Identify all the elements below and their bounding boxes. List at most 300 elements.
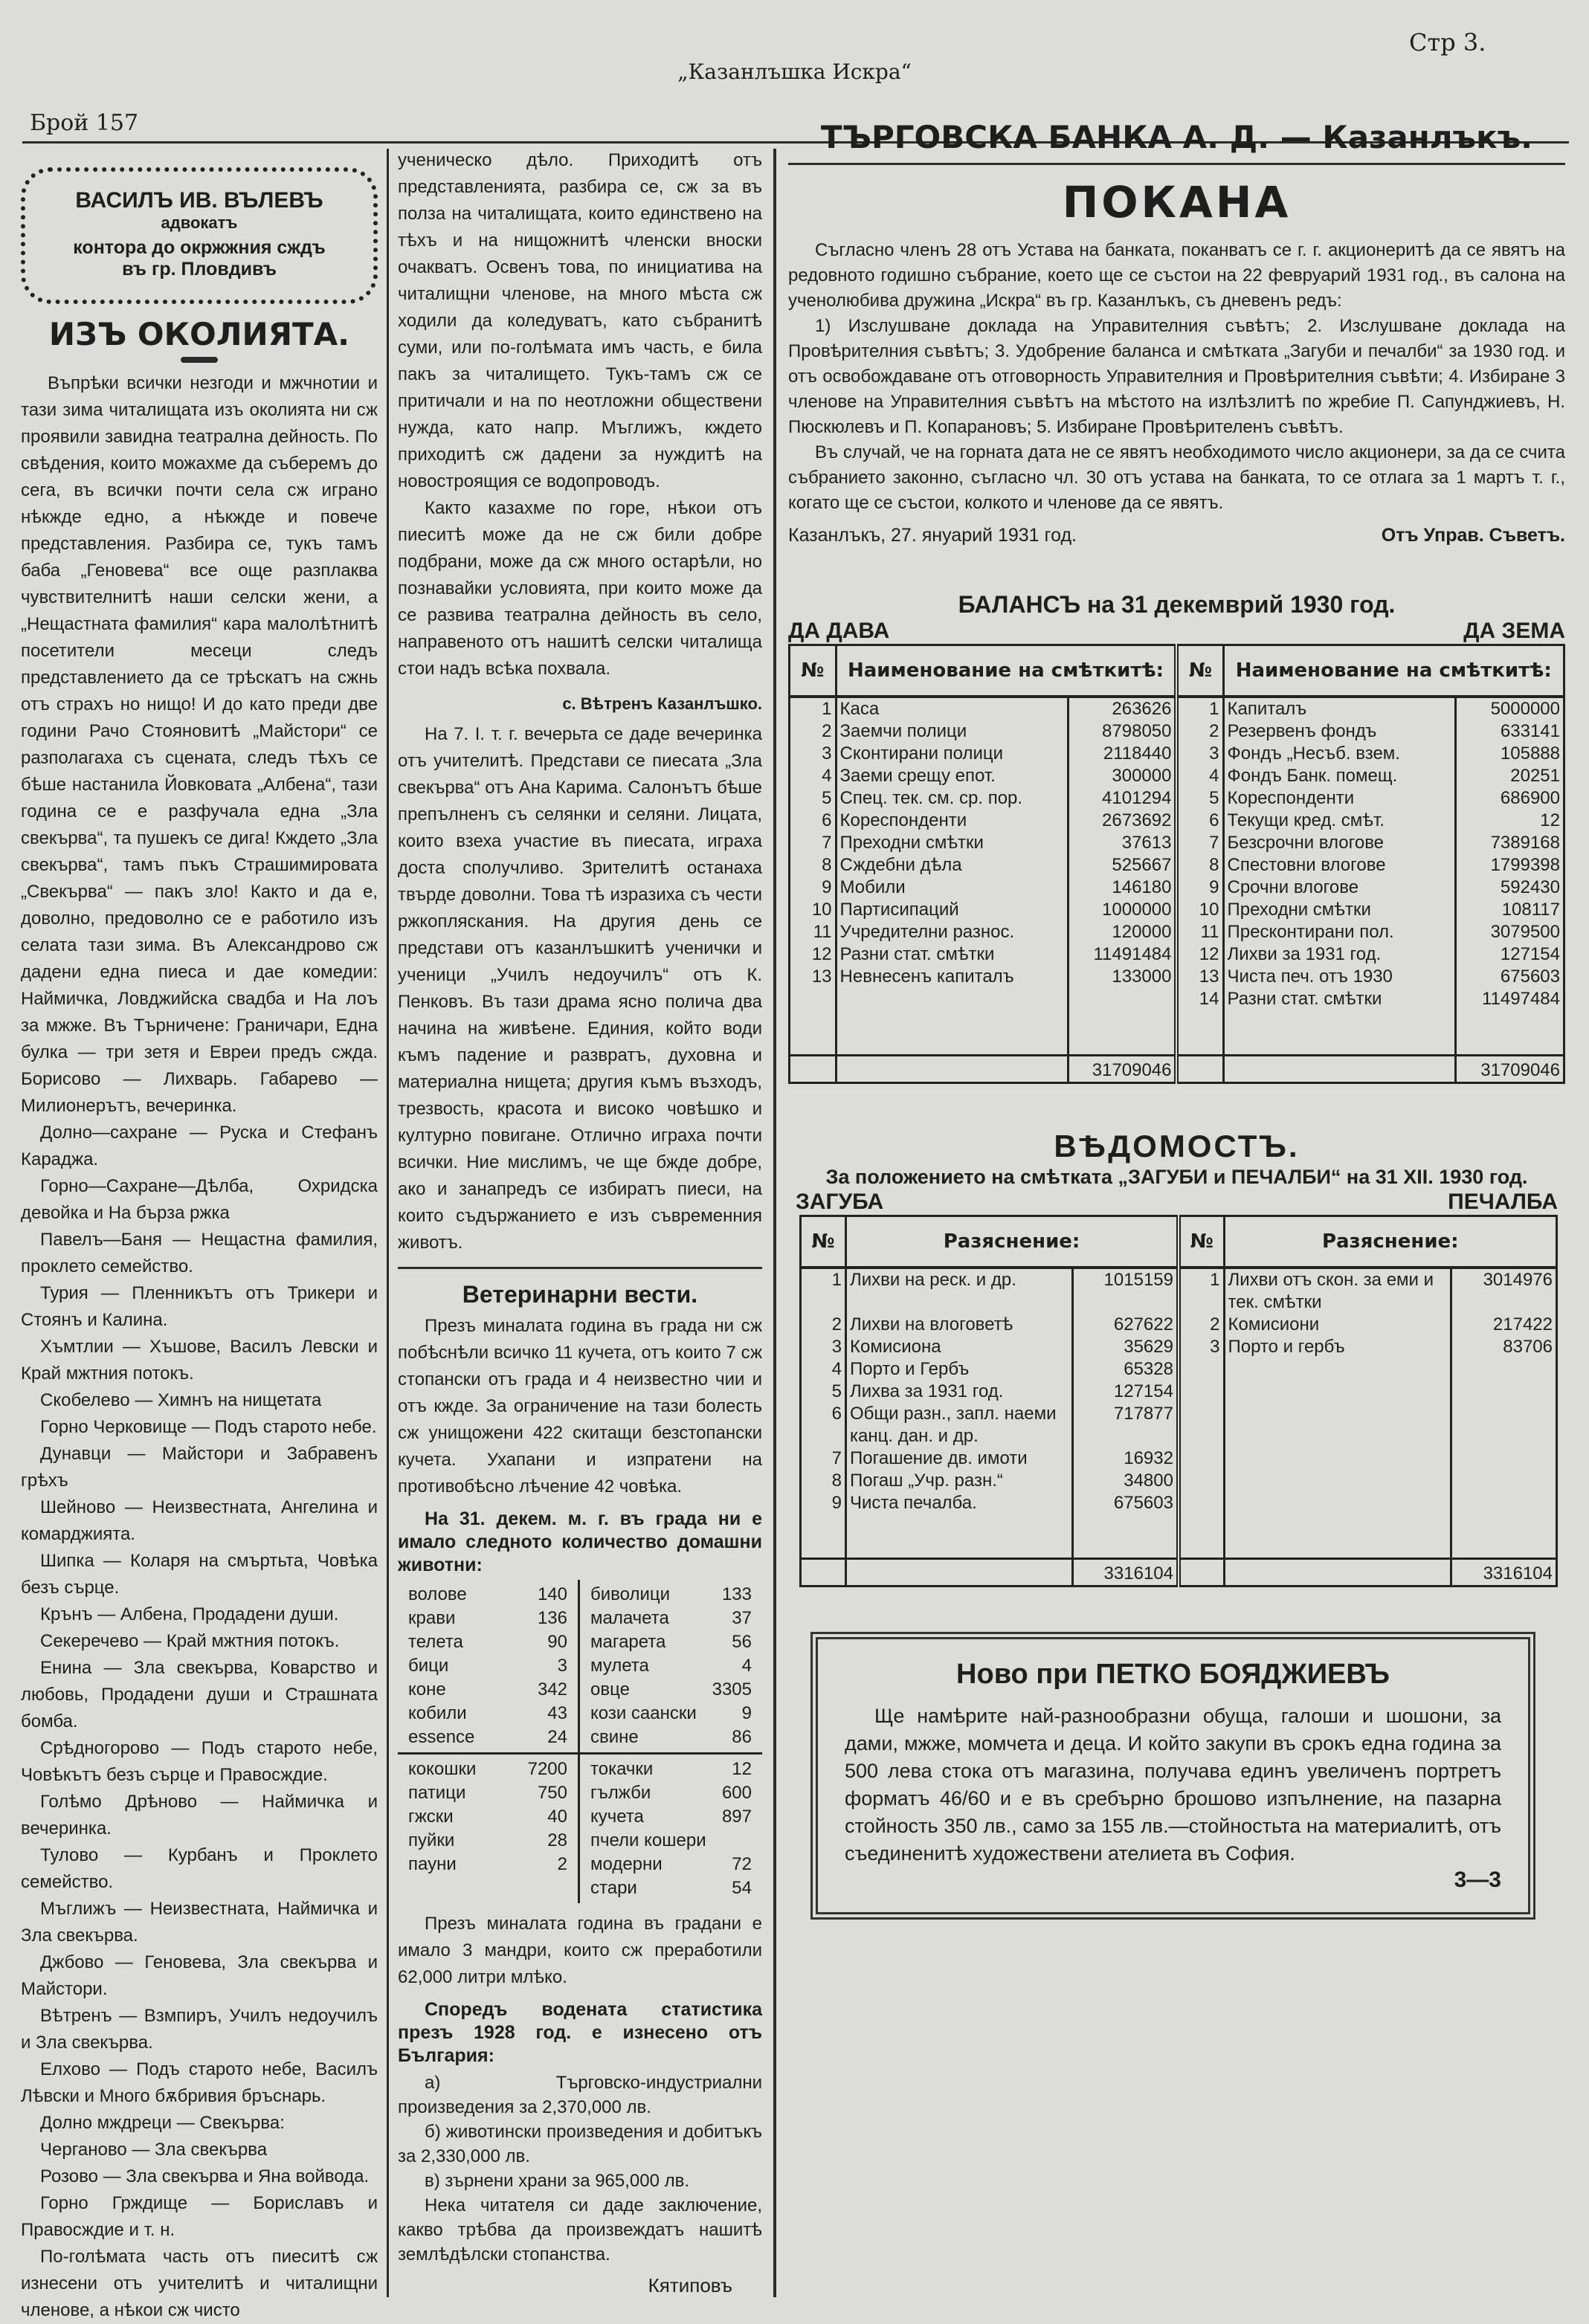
- animal-row: [590, 1654, 752, 1678]
- empty-cell: [801, 1514, 846, 1559]
- animals-intro: [398, 1508, 762, 1577]
- animal-row: [590, 1678, 752, 1702]
- row-number: 9: [790, 877, 837, 899]
- animal-row: [590, 1829, 752, 1853]
- account-name: [1224, 1358, 1451, 1381]
- account-name: Кореспонденти: [1223, 787, 1456, 810]
- animal-name: essence: [408, 1727, 475, 1747]
- row-number: 11: [790, 921, 837, 943]
- animal-count: 3305: [712, 1679, 752, 1700]
- spacer-row: [801, 1514, 1557, 1559]
- row-number: 1: [1176, 697, 1223, 720]
- account-name: Чиста печалба.: [846, 1492, 1073, 1514]
- row-number: 7: [801, 1447, 846, 1470]
- section-heading: ИЗЪ ОКОЛИЯТА.: [48, 316, 350, 352]
- lawyer-name: ВАСИЛЪ ИВ. ВЪЛЕВЪ: [75, 188, 323, 213]
- amount: 11497484: [1456, 988, 1564, 1010]
- animal-name: кози саански: [590, 1703, 697, 1723]
- total-amount: 31709046: [1456, 1055, 1564, 1082]
- animal-count: 43: [547, 1703, 567, 1723]
- ad-text: Ще намѣрите най-разнообразни обуща, галоши и шошони, за дами, мжже, момчета и деца. И който закупи въ срокъ една година за 500 лева стока отъ магазина, получава единъ увеличенъ портретъ форматъ 46/60 и е въ сребърно брошово изпълнение, на пазарна стойность 350 лв., само за 155 лв.—стойностьта на материалитѣ, отъ съединенитѣ художествени ателиета въ София.: [845, 1705, 1501, 1865]
- animal-row: [408, 1805, 567, 1829]
- account-name: Срочни влогове: [1223, 877, 1456, 899]
- amount: 1799398: [1456, 854, 1564, 877]
- loss-label: ЗАГУБА: [796, 1189, 884, 1214]
- account-name: Резервенъ фондъ: [1223, 720, 1456, 743]
- animal-row: [590, 1607, 752, 1630]
- article-paragraph: Вѣтренъ — Взмпиръ, Училъ недоучилъ и Зла свекърва.: [21, 2006, 378, 2053]
- account-name: Общи разн., запл. наеми канц. дан. и др.: [846, 1403, 1073, 1447]
- animal-row: [590, 1853, 752, 1876]
- animal-name: гжски: [408, 1807, 454, 1827]
- row-number: 2: [1176, 720, 1223, 743]
- row-number: 3: [790, 743, 837, 765]
- total-amount: 3316104: [1073, 1559, 1179, 1587]
- table-header-row: [790, 645, 1564, 697]
- amount: 34800: [1073, 1470, 1179, 1492]
- account-name: Капиталъ: [1223, 697, 1456, 720]
- account-name: [1224, 1492, 1451, 1514]
- animal-count: 2: [557, 1854, 567, 1874]
- account-name: Сждебни дѣла: [836, 854, 1069, 877]
- table-row: [801, 1492, 1557, 1514]
- amount: 108117: [1456, 899, 1564, 921]
- row-number: [790, 988, 837, 1010]
- animal-name: крави: [408, 1608, 456, 1628]
- empty-cell: [790, 1055, 837, 1082]
- amount: [1069, 988, 1177, 1010]
- account-name: Разни стат. смѣтки: [836, 943, 1069, 966]
- amount: [1451, 1447, 1556, 1470]
- animal-row: [590, 1726, 752, 1749]
- account-name: [836, 988, 1069, 1010]
- empty-cell: [846, 1559, 1073, 1587]
- article-paragraph: Турия — Пленникътъ отъ Трикери и Стоянъ и Калина.: [21, 1283, 378, 1330]
- account-name: Спестовни влогове: [1223, 854, 1456, 877]
- rabies-report: [398, 1313, 762, 1500]
- amount: 35629: [1073, 1336, 1179, 1358]
- empty-cell: [1223, 1010, 1456, 1055]
- table-row: [790, 877, 1564, 899]
- article-paragraph: Голѣмо Дрѣново — Наймичка и вечеринка.: [21, 1792, 378, 1839]
- animal-count: 4: [741, 1656, 752, 1676]
- amount: 8798050: [1069, 720, 1177, 743]
- newspaper-name: „Казанлъшка Искра“: [677, 59, 912, 84]
- debit-label: ДА ДАВА: [788, 619, 890, 643]
- table-row: [801, 1358, 1557, 1381]
- amount: 2673692: [1069, 810, 1177, 832]
- animal-row: [590, 1702, 752, 1726]
- amount: 105888: [1456, 743, 1564, 765]
- empty-cell: [1179, 1559, 1224, 1587]
- empty-cell: [1176, 1010, 1223, 1055]
- row-number: 6: [1176, 810, 1223, 832]
- row-number: [1179, 1470, 1224, 1492]
- account-name: Лихви за 1931 год.: [1223, 943, 1456, 966]
- article-paragraph: Тулово — Курбанъ и Проклето семейство.: [21, 1845, 378, 1892]
- account-name: Порто и гербъ: [1224, 1336, 1451, 1358]
- total-amount: 31709046: [1069, 1055, 1177, 1082]
- article-paragraph: Долно мждреци — Свекърва:: [40, 2113, 285, 2133]
- row-number: 8: [790, 854, 837, 877]
- row-number: 2: [790, 720, 837, 743]
- animal-count: 54: [732, 1878, 752, 1898]
- animal-name: кокошки: [408, 1759, 477, 1779]
- amount: 263626: [1069, 697, 1177, 720]
- amount: 127154: [1073, 1381, 1179, 1403]
- account-name: Комисиони: [1224, 1314, 1451, 1336]
- article-paragraph: Срѣдногорово — Подъ старото небе, Човѣкътъ безъ сърце и Правосждие.: [21, 1738, 378, 1785]
- animal-name: магарета: [590, 1632, 666, 1652]
- account-name: Лихва за 1931 год.: [846, 1381, 1073, 1403]
- dateline: с. Вѣтренъ Казанлъшко.: [562, 694, 762, 713]
- animal-name: бици: [408, 1656, 449, 1676]
- animal-row: [408, 1607, 567, 1630]
- row-number: 2: [1179, 1314, 1224, 1336]
- column-1: [21, 167, 378, 2324]
- animal-row: [408, 1829, 567, 1853]
- empty-cell: [1179, 1514, 1224, 1559]
- amount: 1000000: [1069, 899, 1177, 921]
- animal-row: [408, 1757, 567, 1781]
- table-row: [801, 1268, 1557, 1314]
- animal-count: 86: [732, 1727, 752, 1747]
- animal-row: [590, 1583, 752, 1607]
- animal-name: пчели кошери: [590, 1830, 706, 1850]
- animal-row: [590, 1757, 752, 1781]
- article-paragraph: Черганово — Зла свекърва: [40, 2140, 268, 2160]
- article-paragraph: Горно Грждище — Бориславъ и Правосждие и т. н.: [21, 2193, 378, 2240]
- okoliyata-article: [21, 370, 378, 2324]
- table-row: [790, 899, 1564, 921]
- account-name: Комисиона: [846, 1336, 1073, 1358]
- animal-name: модерни: [590, 1854, 663, 1874]
- table-row: [801, 1314, 1557, 1336]
- poultry-list: [580, 1752, 762, 1903]
- bank-name: ТЪРГОВСКА БАНКА А. Д. — Казанлъкъ.: [820, 119, 1533, 155]
- export-item: б) животински произведения и добитъкъ за 2,330,000 лв.: [398, 2122, 762, 2166]
- row-number: [1179, 1403, 1224, 1447]
- article-paragraph: Шейново — Неизвестната, Ангелина и комарджията.: [21, 1497, 378, 1544]
- article-paragraph: Скобелево — Химнъ на нищетата: [40, 1390, 322, 1410]
- amount: 525667: [1069, 854, 1177, 877]
- animal-name: коне: [408, 1679, 446, 1700]
- animal-count: 37: [732, 1608, 752, 1628]
- spacer-row: [790, 1010, 1564, 1055]
- empty-cell: [836, 1010, 1069, 1055]
- row-number: 3: [801, 1336, 846, 1358]
- account-name: Заемчи полици: [836, 720, 1069, 743]
- article-paragraph: Елхово — Подъ старото небе, Василъ Лѣвски и Много бѫбривия бръснарь.: [21, 2059, 378, 2106]
- animal-count: 72: [732, 1854, 752, 1874]
- row-number: 1: [1179, 1268, 1224, 1314]
- table-row: [801, 1470, 1557, 1492]
- vetren-article: [398, 721, 762, 1256]
- animal-count: 7200: [527, 1759, 567, 1779]
- shoe-store-advertisement: [810, 1632, 1535, 1920]
- row-number: 3: [1179, 1336, 1224, 1358]
- empty-cell: [801, 1559, 846, 1587]
- account-name: Фондъ Банк. помещ.: [1223, 765, 1456, 787]
- row-number: 9: [1176, 877, 1223, 899]
- article-paragraph: Енина — Зла свекърва, Коварство и любовь, Продадени души и Страшната бомба.: [21, 1658, 378, 1731]
- animal-row: [590, 1876, 752, 1900]
- account-name: Сконтирани полици: [836, 743, 1069, 765]
- account-name: Пресконтирани пол.: [1223, 921, 1456, 943]
- amount: [1451, 1358, 1556, 1381]
- amount: 1015159: [1073, 1268, 1179, 1314]
- row-number: 12: [1176, 943, 1223, 966]
- account-name: Разни стат. смѣтки: [1223, 988, 1456, 1010]
- vet-heading: Ветеринарни вести.: [462, 1281, 698, 1308]
- animal-count: 133: [721, 1584, 752, 1604]
- invitation-paragraph: Въ случай, че на горната дата не се явятъ необходимото число акционери, за да се счита събранието законно, съгласно чл. 30 отъ устава на банката, то се отлага за 1 мартъ т. г., когато ще се състои, колкото и членове да се явятъ.: [788, 442, 1565, 513]
- account-name: Мобили: [836, 877, 1069, 899]
- article-text: Презъ миналата година въ градани е имало 3 мандри, които сж преработили 62,000 литри млѣко.: [398, 1914, 762, 1987]
- account-name: Спец. тек. см. ср. пор.: [836, 787, 1069, 810]
- table-header-row: [801, 1216, 1557, 1268]
- amount: 633141: [1456, 720, 1564, 743]
- amount: [1451, 1381, 1556, 1403]
- table-row: [790, 697, 1564, 720]
- animal-count: 342: [537, 1679, 567, 1700]
- account-name: [1224, 1447, 1451, 1470]
- empty-cell: [846, 1514, 1073, 1559]
- amount: 5000000: [1456, 697, 1564, 720]
- row-number: 7: [1176, 832, 1223, 854]
- empty-cell: [1224, 1559, 1451, 1587]
- amount: 127154: [1456, 943, 1564, 966]
- row-number: 13: [790, 966, 837, 988]
- animals-table: [398, 1580, 762, 1903]
- empty-cell: [1069, 1010, 1177, 1055]
- empty-cell: [1073, 1514, 1179, 1559]
- account-name: Партисипаций: [836, 899, 1069, 921]
- lawyer-city: въ гр. Пловдивъ: [122, 259, 277, 280]
- animal-row: [408, 1781, 567, 1805]
- animal-count: 40: [547, 1807, 567, 1827]
- article-paragraph: Джбово — Геновева, Зла свекърва и Майстори.: [21, 1952, 378, 1999]
- account-name: Лихви на влоговетѣ: [846, 1314, 1073, 1336]
- name-header: Наименование на смѣткитѣ:: [1223, 645, 1564, 697]
- animal-count: 897: [721, 1807, 752, 1827]
- article-paragraph: Мъглижъ — Неизвестната, Наймичка и Зла свекърва.: [21, 1899, 378, 1946]
- animal-name: стари: [590, 1878, 637, 1898]
- account-name: Преходни смѣтки: [1223, 899, 1456, 921]
- row-number: 4: [790, 765, 837, 787]
- amount: [1451, 1403, 1556, 1447]
- amount: 3079500: [1456, 921, 1564, 943]
- profit-label: ПЕЧАЛБА: [1448, 1189, 1558, 1214]
- amount: 65328: [1073, 1358, 1179, 1381]
- row-number: 5: [790, 787, 837, 810]
- empty-cell: [1456, 1010, 1564, 1055]
- row-number: [1179, 1358, 1224, 1381]
- export-item: в) зърнени храни за 965,000 лв.: [425, 2171, 690, 2191]
- author-signature: Кятиповъ: [648, 2274, 732, 2296]
- article-paragraph: Розово — Зла свекърва и Яна войвода.: [40, 2166, 370, 2186]
- animal-row: [590, 1630, 752, 1654]
- amount: 133000: [1069, 966, 1177, 988]
- column-divider: [387, 149, 389, 2297]
- animal-row: [408, 1853, 567, 1876]
- row-number: 5: [1176, 787, 1223, 810]
- amount: 217422: [1451, 1314, 1556, 1336]
- animal-name: пауни: [408, 1854, 457, 1874]
- account-name: Невнесенъ капиталъ: [836, 966, 1069, 988]
- account-name: Преходни смѣтки: [836, 832, 1069, 854]
- account-name: Каса: [836, 697, 1069, 720]
- name-header: Разяснение:: [846, 1216, 1179, 1268]
- account-name: Учредителни разнос.: [836, 921, 1069, 943]
- amount: 83706: [1451, 1336, 1556, 1358]
- section-divider: [398, 1267, 762, 1269]
- row-number: 7: [790, 832, 837, 854]
- animal-name: гължби: [590, 1783, 651, 1803]
- invitation-paragraph: Съгласно членъ 28 отъ Устава на банката, поканватъ се г. г. акционеритѣ да се явятъ на редовното годишно събрание, което ще се състои на 22 февруарий 1931 год., въ салона на ученолюбива дружина „Искра“ въ гр. Казанлъкъ, съ дневенъ редъ:: [788, 240, 1565, 311]
- animal-row: [408, 1678, 567, 1702]
- amount: 2118440: [1069, 743, 1177, 765]
- row-number: 2: [801, 1314, 846, 1336]
- name-header: Разяснение:: [1224, 1216, 1557, 1268]
- amount: 717877: [1073, 1403, 1179, 1447]
- row-number: 8: [801, 1470, 846, 1492]
- amount: 300000: [1069, 765, 1177, 787]
- account-name: [1224, 1403, 1451, 1447]
- lawyer-advertisement: [21, 167, 378, 304]
- empty-cell: [1176, 1055, 1223, 1082]
- animal-name: телета: [408, 1632, 463, 1652]
- row-number: 8: [1176, 854, 1223, 877]
- animal-name: пуйки: [408, 1830, 455, 1850]
- amount: 120000: [1069, 921, 1177, 943]
- credit-label: ДА ЗЕМА: [1463, 619, 1565, 643]
- animal-name: овце: [590, 1679, 630, 1700]
- amount: 20251: [1456, 765, 1564, 787]
- animal-row: [408, 1726, 567, 1749]
- conclusion: Нека читателя си даде заключение, какво трѣбва да произвеждатъ нашитѣ землѣдѣлски стопанства.: [398, 2195, 762, 2265]
- lawyer-office: контора до окржжния сждъ: [73, 237, 326, 258]
- article-paragraph: Хъмтлии — Хъшове, Василъ Левски и Край мжтния потокъ.: [21, 1337, 378, 1384]
- balance-table: [788, 644, 1565, 1084]
- empty-cell: [790, 1010, 837, 1055]
- account-name: Заеми срещу епот.: [836, 765, 1069, 787]
- row-number: 11: [1176, 921, 1223, 943]
- statement-subtitle: За положението на смѣтката „ЗАГУБИ и ПЕЧАЛБИ“ на 31 XII. 1930 год.: [825, 1165, 1528, 1188]
- article-paragraph: Шипка — Коларя на смъртьта, Човѣка безъ сърце.: [21, 1551, 378, 1598]
- account-name: Порто и Гербъ: [846, 1358, 1073, 1381]
- invitation-footer: [788, 525, 1565, 546]
- table-row: [790, 720, 1564, 743]
- table-row: [790, 810, 1564, 832]
- row-number: 4: [1176, 765, 1223, 787]
- amount: 4101294: [1069, 787, 1177, 810]
- empty-cell: [836, 1055, 1069, 1082]
- export-intro: [398, 1998, 762, 2068]
- animal-count: 9: [741, 1703, 752, 1723]
- table-row: [790, 743, 1564, 765]
- account-name: Погашение дв. имоти: [846, 1447, 1073, 1470]
- table-row: [790, 988, 1564, 1010]
- article-text: Споредъ водената статистика презъ 1928 год. е изнесено отъ България:: [398, 1999, 762, 2066]
- ornament: [181, 357, 218, 363]
- right-section: [788, 119, 1565, 1920]
- article-paragraph: По-голѣмата часть отъ пиеситѣ сж изнесени отъ учителитѣ и читалищни членове, а нѣкои сж чисто: [21, 2247, 378, 2320]
- animal-count: 750: [537, 1783, 567, 1803]
- account-name: [1224, 1470, 1451, 1492]
- account-name: Чиста печ. отъ 1930: [1223, 966, 1456, 988]
- invitation-signature: Отъ Управ. Съветъ.: [1381, 525, 1565, 546]
- invitation-date: Казанлъкъ, 27. януарий 1931 год.: [788, 525, 1077, 546]
- column-divider: [773, 149, 776, 2297]
- animal-name: биволици: [590, 1584, 671, 1604]
- dairies-report: [398, 1911, 762, 1991]
- amount: 37613: [1069, 832, 1177, 854]
- row-number: 10: [1176, 899, 1223, 921]
- ad-run-marker: 3—3: [1454, 1868, 1501, 1892]
- article-paragraph: Дунавци — Майстори и Забравенъ грѣхъ: [21, 1444, 378, 1491]
- no-header: №: [1179, 1216, 1224, 1268]
- row-number: [1179, 1381, 1224, 1403]
- divider: [788, 163, 1565, 165]
- animal-count: 136: [537, 1608, 567, 1628]
- invitation-paragraph: 1) Изслушване доклада на Управителния съвѣтъ; 2. Изслушване доклада на Провѣрителния съвѣтъ; 3. Удобрение баланса и смѣтката „Загуби и печалби“ за 1930 год. и отъ освобождаване отъ отговорность Управителния и Провѣрителния съвѣти; 4. Избиране 3 членове на Управителния съвѣтъ на мѣстото на излѣзлитѣ по жребие П. Сапунджиевъ, Н. Пюскюлевъ и П. Копарановъ; 5. Избиране Провѣрителенъ съвѣтъ.: [788, 316, 1565, 437]
- table-row: [790, 854, 1564, 877]
- statement-labels: [788, 1190, 1565, 1215]
- empty-cell: [1224, 1514, 1451, 1559]
- invitation-text: [788, 238, 1565, 516]
- row-number: 4: [801, 1358, 846, 1381]
- ad-title: Ново при ПЕТКО БОЯДЖИЕВЪ: [956, 1659, 1390, 1690]
- article-paragraph: ученическо дѣло. Приходитѣ отъ представленията, разбира се, сж за въ полза на читалищата, които единствено на тѣхъ и на нищожнитѣ членски вноски очакватъ. Освенъ това, по инициатива на читалищни членове, на много мѣста сж ходили да коледуватъ, като събранитѣ суми, или по-голѣмата имъ часть, е била пакъ за читалището. Тукъ-тамъ сж се притичали и на по неотложни обществени нужда, като напр. Мъглижъ, кждето приходитѣ сж дадени за нуждитѣ на новостроящия се водопроводъ.: [398, 150, 762, 491]
- animal-name: свине: [590, 1727, 639, 1747]
- livestock-list: [398, 1580, 580, 1752]
- row-number: 1: [790, 697, 837, 720]
- row-number: [1179, 1492, 1224, 1514]
- account-name: Текущи кред. смѣт.: [1223, 810, 1456, 832]
- animal-count: 56: [732, 1632, 752, 1652]
- account-name: Лихви отъ скон. за еми и тек. смѣтки: [1224, 1268, 1451, 1314]
- table-row: [790, 921, 1564, 943]
- animal-count: 600: [721, 1783, 752, 1803]
- name-header: Наименование на смѣткитѣ:: [836, 645, 1176, 697]
- export-list: [398, 2070, 762, 2267]
- amount: 146180: [1069, 877, 1177, 899]
- row-number: 9: [801, 1492, 846, 1514]
- account-name: Лихви на реск. и др.: [846, 1268, 1073, 1314]
- account-name: Безсрочни влогове: [1223, 832, 1456, 854]
- amount: 686900: [1456, 787, 1564, 810]
- account-name: [1224, 1381, 1451, 1403]
- animal-count: 140: [537, 1584, 567, 1604]
- table-row: [790, 966, 1564, 988]
- table-row: [801, 1381, 1557, 1403]
- article-paragraph: Както казахме по горе, нѣкои отъ пиеситѣ може да не сж били добре подбрани, може да сж много остарѣли, но познавайки условията, при които може да се развива театрална дейность въ село, направеното отъ нашитѣ селски читалища стои надъ всѣка похвала.: [398, 498, 762, 679]
- balance-title: БАЛАНСЪ на 31 декемврий 1930 год.: [958, 591, 1396, 618]
- total-row: [801, 1559, 1557, 1587]
- animal-count: 24: [547, 1727, 567, 1747]
- total-amount: 3316104: [1451, 1559, 1556, 1587]
- animal-name: малачета: [590, 1608, 669, 1628]
- animal-name: мулета: [590, 1656, 649, 1676]
- amount: [1451, 1492, 1556, 1514]
- article-paragraph: Горно—Сахране—Дѣлба, Охридска девойка и На бърза ржка: [21, 1176, 378, 1223]
- invitation-title: ПОКАНА: [1062, 177, 1292, 227]
- row-number: 10: [790, 899, 837, 921]
- article-paragraph: Долно—сахране — Руска и Стефанъ Караджа.: [21, 1123, 378, 1169]
- table-row: [790, 943, 1564, 966]
- animal-count: 28: [547, 1830, 567, 1850]
